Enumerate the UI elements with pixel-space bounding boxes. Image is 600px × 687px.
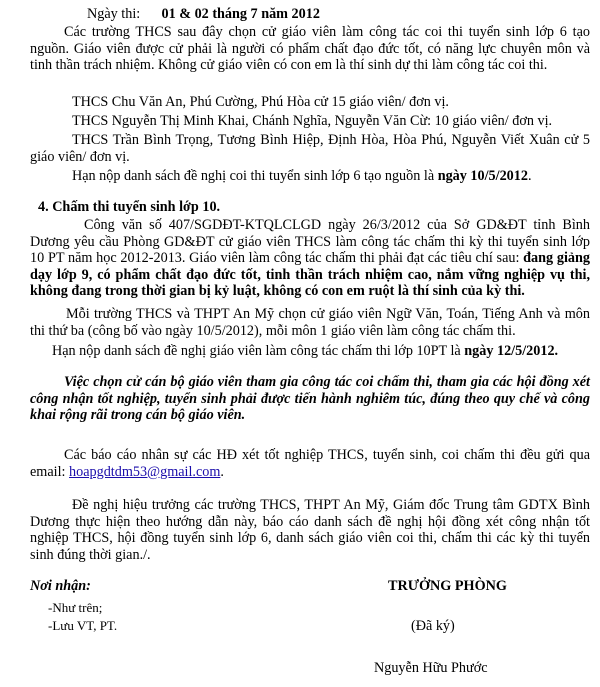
report-note-text: Các báo cáo nhân sự các HĐ xét tốt nghiệp THCS, tuyển sinh, coi chấm thi đều gửi qua email:: [30, 447, 590, 480]
recipient-item-1: -Như trên;: [48, 600, 103, 615]
exam-date-value: 01 & 02 tháng 7 năm 2012: [161, 6, 320, 22]
proctor-deadline-date: ngày 10/5/2012: [437, 168, 528, 184]
proctor-school-line-1: THCS Chu Văn An, Phú Cường, Phú Hòa cử 15 giáo viên/ đơn vị.: [72, 94, 449, 110]
report-email-link[interactable]: hoapgdtdm53@gmail.com: [69, 463, 221, 480]
report-note-end: .: [220, 463, 224, 480]
grading-deadline-text: Hạn nộp danh sách đề nghị giáo viên làm công tác chấm thi lớp 10PT là: [52, 343, 461, 359]
grading-deadline-date: ngày 12/5/2012.: [464, 343, 559, 359]
emphasis-note-paragraph: Việc chọn cử cán bộ giáo viên tham gia công tác coi chấm thi, tham gia các hội đồng xét công nhận tốt nghiệp, tuyển sinh phải được tiến hành nghiêm túc, đúng theo quy chế và công khai rộng rãi trong cán bộ giáo viên.: [30, 374, 590, 424]
grading-section-heading: 4. Chấm thi tuyển sinh lớp 10.: [38, 199, 221, 215]
request-paragraph: Đề nghị hiệu trưởng các trường THCS, THPT An Mỹ, Giám đốc Trung tâm GDTX Bình Dương thực hiện theo hướng dẫn này, báo cáo danh sách đề nghị hội đồng xét công nhận tốt nghiệp THCS, hội đồng tuyển sinh lớp 6, danh sách giáo viên coi thi, chấm thi các kỳ thi tuyển sinh đúng thời gian./.: [30, 497, 590, 563]
proctor-deadline-text: Hạn nộp danh sách đề nghị coi thi tuyển sinh lớp 6 tạo nguồn là: [72, 168, 435, 184]
proctor-deadline-end: .: [527, 168, 532, 184]
proctor-school-line-2: THCS Nguyễn Thị Minh Khai, Chánh Nghĩa, Nguyễn Văn Cừ: 10 giáo viên/ đơn vị.: [72, 113, 553, 129]
exam-date-line: [87, 6, 567, 23]
grading-deadline-line: [52, 343, 597, 360]
recipient-item-2: -Lưu VT, PT.: [48, 618, 118, 633]
proctor-school-line-3: THCS Trần Bình Trọng, Tương Bình Hiệp, Định Hòa, Hòa Phú, Nguyễn Viết Xuân cử 5 giáo viên/ đơn vị.: [30, 132, 590, 165]
grading-subjects-paragraph: Mỗi trường THCS và THPT An Mỹ chọn cử giáo viên Ngữ Văn, Toán, Tiếng Anh và môn thi thứ ba (công bố vào ngày 10/5/2012), mỗi môn 1 giáo viên làm công tác chấm thi.: [30, 306, 590, 339]
recipients-title: Nơi nhận:: [30, 578, 91, 594]
position-title: TRƯỞNG PHÒNG: [388, 578, 507, 594]
exam-date-label: Ngày thi:: [87, 6, 141, 22]
grading-criteria-bold: đang giảng dạy lớp 9, có phẩm chất đạo đức tốt, tinh thần trách nhiệm cao, nắm vững nghiệp vụ thi, không đang trong thời gian bị kỷ luật, không có con em ruột là thí sinh của kỳ thi.: [30, 250, 591, 300]
grading-criteria-paragraph: [30, 217, 590, 300]
proctor-deadline-line: [72, 168, 592, 185]
signed-note: (Đã ký): [411, 618, 455, 634]
grading-criteria-intro: Công văn số 407/SGDĐT-KTQLCLGD ngày 26/3/2012 của Sở GD&ĐT tỉnh Bình Dương yêu cầu Phòng GD&ĐT cử giáo viên THCS làm công tác chấm thi kỳ thi tuyển sinh lớp 10 PT năm học 2012-2013. Giáo viên làm công tác chấm thi phải đạt các tiêu chí sau:: [30, 217, 590, 267]
signer-name: Nguyễn Hữu Phước: [374, 660, 488, 676]
report-note-paragraph: [30, 447, 590, 480]
proctor-intro-paragraph: Các trường THCS sau đây chọn cử giáo viên làm công tác coi thi tuyển sinh lớp 6 tạo nguồn. Giáo viên được cử phải là người có phẩm chất đạo đức tốt, có năng lực chuyên môn và tinh thần trách nhiệm. Không cử giáo viên có con em là thí sinh dự thi làm công tác coi thi.: [30, 24, 590, 74]
